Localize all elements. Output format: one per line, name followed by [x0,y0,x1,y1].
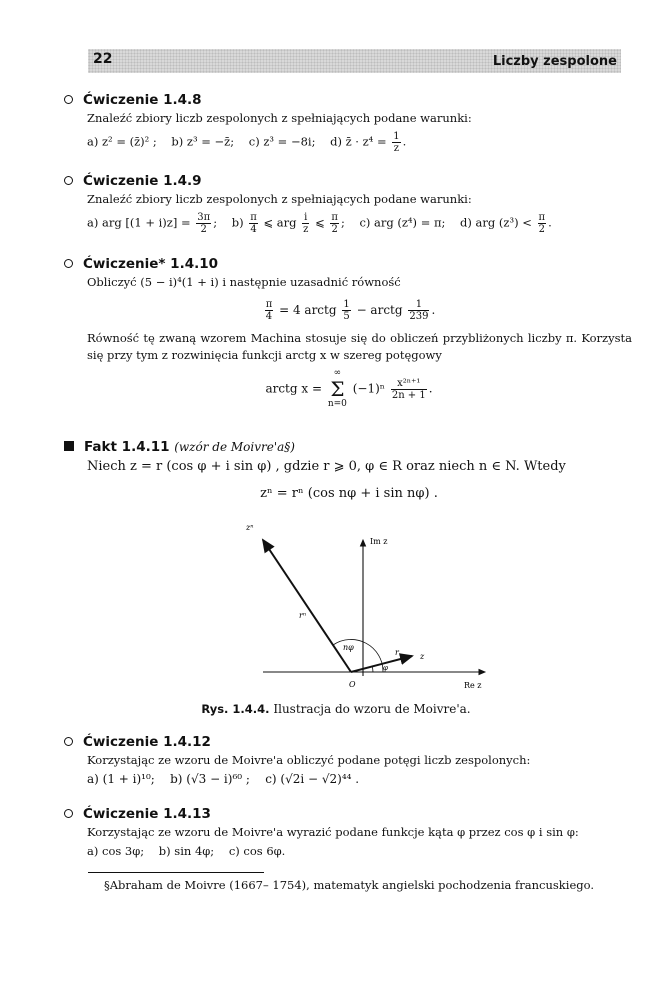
label-rn: rⁿ [299,611,307,620]
item-c: c) (√2i − √2)⁴⁴ . [265,772,360,786]
exercise-title: Ćwiczenie 1.4.8 [64,90,634,110]
item-b: b) (√3 − i)⁶⁰ ; [170,772,250,786]
fraction: $\frac{1}{z}$ [393,131,400,154]
exercise-items [64,771,634,788]
z-vector [351,656,412,672]
exercise-intro: Znaleźć zbiory liczb zespolonych z spełniających podane warunki: [87,111,472,125]
item-c: c) arg (z⁴) = π; [359,215,446,230]
exercise-intro: Obliczyć (5 − i)⁴(1 + i) i następnie uzasadnić równość [87,275,401,289]
fact-title: Fakt 1.4.11 (wzór de Moivre'a§) [64,437,634,457]
label-r: r [395,648,399,657]
machin-formula: $\frac{\pi}{4}$ = 4 arctg $\frac{1}{5}$ − arctg $\frac{1}{239}$ . [265,299,436,322]
item-c: c) z³ = −8i; [248,134,316,149]
item-b: b) sin 4φ; [158,844,215,858]
footnote: §Abraham de Moivre (1667– 1754), matematyk angielski pochodzenia francuskiego. [104,878,594,892]
fact-text: Niech z = r (cos φ + i sin φ) , gdzie r ⩾ 0, φ ∈ R oraz niech n ∈ N. Wtedy [87,459,566,474]
exercise-title: Ćwiczenie 1.4.9 [64,171,634,191]
exercise-title: Ćwiczenie* 1.4.10 [64,254,634,274]
exercise-items [64,843,634,860]
de-moivre-formula: zⁿ = rⁿ (cos nφ + i sin nφ) . [260,486,438,501]
arctg-series: arctg x = ∞ Σ n=0 (−1)ⁿ $\frac{\text{x²ⁿ⁺¹}}{2n + 1}$ . [265,368,433,409]
exercise-items: a) arg [(1 + i)z] = $\frac{3\pi}{2}$ ; b) $\frac{\pi}{4}$ ⩽ arg $\frac{i}{z}$ ⩽ $\frac{\pi}{2}$ ; c) arg (z⁴) = π; d) arg (z³) < $\frac{\pi}{2}$ . [87,212,552,235]
exercise-items: a) z² = (z̄)² ; b) z³ = −z̄; c) z³ = −8i; d) z̄ · z⁴ = $\frac{1}{z}$ . [87,131,407,154]
footnote-rule [88,872,264,873]
item-c: c) cos 6φ. [228,844,286,858]
item-d: d) arg (z³) < [460,215,532,230]
label-phi: φ [383,664,388,672]
label-origin: O [349,680,356,689]
item-b: b) [231,215,244,230]
running-title: Liczby zespolone [492,54,617,69]
circle-bullet-icon [64,809,73,818]
figure-caption: Rys. 1.4.4. Ilustracja do wzoru de Moivre'a. [201,702,471,716]
page-number: 22 [93,51,113,67]
label-nphi: nφ [343,643,354,652]
label-z: z [420,652,425,661]
item-b: b) z³ = −z̄; [171,134,235,149]
zn-vector [263,540,351,672]
exercise-intro: Korzystając ze wzoru de Moivre'a wyrazić podane funkcje kąta φ przez cos φ i sin φ: [87,825,579,839]
label-imz: Im z [370,537,388,546]
label-zn: zⁿ [246,523,254,532]
exercise-intro: Korzystając ze wzoru de Moivre'a obliczyć podane potęgi liczb zespolonych: [87,753,531,767]
exercise-title: Ćwiczenie 1.4.13 [64,804,634,824]
item-d: d) z̄ · z⁴ = [330,134,387,149]
exercise-1-4-12 [64,732,634,788]
exercise-text: Równość tę zwaną wzorem Machina stosuje się do obliczeń przybliżonych liczby π. Korzysta się przy tym z rozwinięcia funkcji arctg x w szereg potęgowy [87,331,632,362]
label-rez: Re z [464,681,482,690]
item-a: a) z² = (z̄)² ; [87,134,157,149]
exercise-title: Ćwiczenie 1.4.12 [64,732,634,752]
exercise-1-4-13 [64,804,634,860]
exercise-intro: Znaleźć zbiory liczb zespolonych z spełniających podane warunki: [87,192,472,206]
item-a: a) cos 3φ; [87,844,145,858]
circle-bullet-icon [64,737,73,746]
item-a: a) (1 + i)¹⁰; [87,772,155,786]
item-a: a) arg [(1 + i)z] = [87,215,191,230]
